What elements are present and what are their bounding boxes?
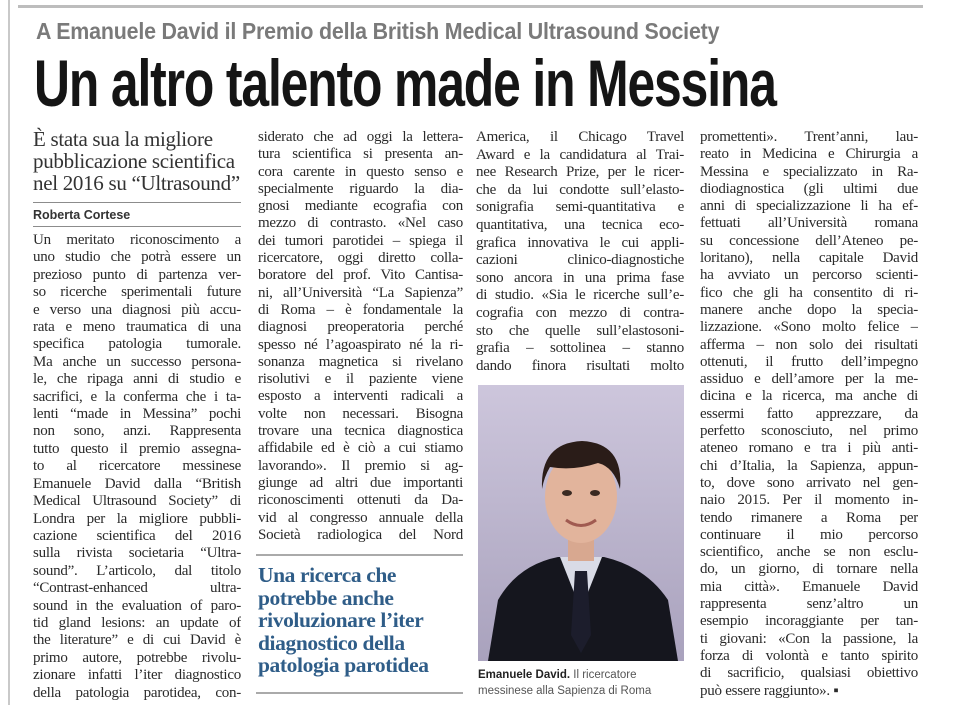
text-line: non sono, anzi. Rappresenta (33, 423, 241, 440)
text-line: rata e meno traumatica di una (33, 319, 241, 336)
text-line: essermi fatto apprezzare, da (700, 405, 918, 422)
text-line: lizzazione. «Sono molto felice – (700, 319, 918, 336)
text-line: Award e la candidatura al Trai- (476, 146, 684, 163)
text-line: lavorando». Il premio si ag- (258, 457, 463, 474)
text-line: cografia con mezzo di contra- (476, 304, 684, 321)
text-line: mezzo di contrasto. «Nel caso (258, 215, 463, 232)
text-line: afferma – non solo dei risultati (700, 336, 918, 353)
caption-name: Emanuele David. (478, 669, 571, 681)
article-column-4 (700, 129, 918, 700)
text-line: risolutivi e il paziente viene (258, 371, 463, 388)
caption-text: Il ricercatore messinese alla Sapienza di Roma (478, 669, 652, 697)
text-line: nee Research Prize, per le ricer- (476, 164, 684, 181)
text-line: cazione scientifica del 2016 (33, 527, 241, 544)
text-line: ateneo romano e tra i più anti- (700, 440, 918, 457)
text-line: Londra per la migliore pubbli- (33, 510, 241, 527)
text-line: riconoscimenti ottenuti da Da- (258, 492, 463, 509)
text-line: fico che gli ha consentito di ri- (700, 284, 918, 301)
article-column-2 (258, 129, 463, 544)
text-line: dando finora risultati molto (476, 357, 684, 374)
text-line: può essere raggiunto». ▪ (700, 682, 839, 699)
text-line: le, che ripaga anni di studio e (33, 371, 241, 388)
text-line: tutto questo il premio assegna- (33, 440, 241, 457)
article-kicker: A Emanuele David il Premio della British Medical Ultrasound Society (36, 18, 720, 44)
text-line: gnosi mediante ecografia con (258, 198, 463, 215)
pullquote: Una ricerca che potrebbe anche rivoluzionare l’iter diagnostico della patologia parotidea (258, 563, 429, 677)
page-edge-line (8, 0, 10, 705)
text-line: ricercatore, oggi diretto colla- (258, 250, 463, 267)
article-column-3 (476, 129, 684, 375)
text-line: primo autore, potrebbe rivolu- (33, 649, 241, 666)
text-line: mia città». Emanuele David (700, 578, 918, 595)
text-line: rappresenta senz’altro un (700, 596, 918, 613)
portrait-photo (478, 385, 684, 661)
text-line: do, un giorno, di tornare nella (700, 561, 918, 578)
text-line: sonigrafia semi-quantitativa e (476, 199, 684, 216)
text-line: di Roma – è fondamentale la (258, 301, 463, 318)
text-line: cora carente in questo senso e (258, 163, 463, 180)
text-line: sound in the evaluation of paro- (33, 597, 241, 614)
top-rule (18, 5, 923, 8)
text-line: giunge ad altri due importanti (258, 474, 463, 491)
text-line: scientifico, anche se non esclu- (700, 544, 918, 561)
article-column-1 (33, 232, 241, 702)
text-line: su concessione dell’Ateneo pe- (700, 232, 918, 249)
text-line: America, il Chicago Travel (476, 129, 684, 145)
text-line: lenti “made in Messina” pochi (33, 406, 241, 423)
text-line: spesso né l’agoaspirato né la ri- (258, 336, 463, 353)
first-column (33, 128, 247, 702)
text-line: grafica innovativa le cui appli- (476, 234, 684, 251)
text-line: specialmente riguardo la dia- (258, 180, 463, 197)
text-line: ottenuti, il frutto dell’impegno (700, 353, 918, 370)
text-line: fettuati all’Università romana (700, 215, 918, 232)
text-line: ti giovani: «Con la passione, la (700, 630, 918, 647)
text-line: esposto a interventi radicali a (258, 388, 463, 405)
text-line: to, dove sono arrivato nel gen- (700, 474, 918, 491)
text-line: sound”. L’articolo, dal titolo (33, 562, 241, 579)
text-line: boratore del prof. Vito Cantisa- (258, 267, 463, 284)
text-line: specifica patologia tumorale. (33, 336, 241, 353)
text-line: vid al congresso annuale della (258, 509, 463, 526)
text-line: e verso una diagnosi più accu- (33, 301, 241, 318)
text-line: di studio. «Sia le ricerche sull’e- (476, 287, 684, 304)
text-line: dicina e la ricerca, ma anche di (700, 388, 918, 405)
text-line: che da lui condotte sull’elasto- (476, 181, 684, 198)
text-line: sulla rivista societaria “Ultra- (33, 545, 241, 562)
text-line: siderato che ad oggi la lettera- (258, 129, 463, 145)
text-line: grafia – sottolinea – stanno (476, 340, 684, 357)
photo-caption (478, 667, 690, 699)
text-line: sacrifici, e la conferma che i ta- (33, 388, 241, 405)
text-line: tura scientifica si presenta an- (258, 146, 463, 163)
byline: Roberta Cortese (33, 208, 131, 222)
text-line: promettenti». Trent’anni, lau- (700, 129, 918, 145)
text-line: forza di volontà e tanto spirito (700, 647, 918, 664)
text-line: esempio incoraggiante per tan- (700, 613, 918, 630)
text-line: uno studio che potrà essere un (33, 249, 241, 266)
text-line: affidabile ed è ciò a cui stiamo (258, 440, 463, 457)
text-line: zionare infatti l’iter diagnostico (33, 667, 241, 684)
text-line: naio 2015. Per il momento in- (700, 492, 918, 509)
text-line: diodiagnostica (gli ultimi due (700, 180, 918, 197)
text-line: di sacrificio, qualsiasi obiettivo (700, 665, 918, 682)
text-line: volte non necessari. Bisogna (258, 405, 463, 422)
text-line: sto che quelle sull’elastosoni- (476, 322, 684, 339)
pullquote-rule-top (256, 554, 463, 556)
text-line: assiduo e dell’amore per la me- (700, 371, 918, 388)
text-line: chi d’Italia, la Sapienza, appun- (700, 457, 918, 474)
text-line: dei tumori parotidei – spiega il (258, 232, 463, 249)
text-line: to al ricercatore messinese (33, 458, 241, 475)
text-line: sonanza magnetica si rivelano (258, 353, 463, 370)
text-line: Medical Ultrasound Society” di (33, 493, 241, 510)
text-line: prezioso punto di partenza ver- (33, 266, 241, 283)
text-line: the literature” e di cui David è (33, 632, 241, 649)
article-headline: Un altro talento made in Messina (34, 46, 776, 120)
text-line: quantitativa, una tecnica eco- (476, 216, 684, 233)
text-line: Un meritato riconoscimento a (33, 232, 241, 248)
byline-rule (33, 226, 241, 227)
text-line: so ricerche sperimentali future (33, 284, 241, 301)
text-line: ni, all’Università “La Sapienza” (258, 284, 463, 301)
text-line: continuare il mio percorso (700, 526, 918, 543)
article-summary: È stata sua la migliore pubblicazione scientifica nel 2016 su “Ultrasound” (33, 127, 240, 195)
text-line: tid gland lesions: an update of (33, 614, 241, 631)
text-line: Società radiologica del Nord (258, 526, 463, 543)
text-line: trovare una tecnica diagnostica (258, 423, 463, 440)
pullquote-rule-bottom (256, 692, 463, 694)
text-line: Emanuele David dalla “British (33, 475, 241, 492)
text-line: perfetto sconosciuto, nel primo (700, 423, 918, 440)
text-line: loritano), nella capitale David (700, 250, 918, 267)
text-line: tendo rimanere a Roma per (700, 509, 918, 526)
text-line: “Contrast-enhanced ultra- (33, 580, 241, 597)
text-line: ha avviato un percorso scienti- (700, 267, 918, 284)
summary-rule (33, 202, 241, 203)
text-line: Ma anche un successo persona- (33, 353, 241, 370)
text-line: sono ancora in una prima fase (476, 269, 684, 286)
text-line: Messina e specializzato in Ra- (700, 163, 918, 180)
text-line: manere anche dopo la specia- (700, 301, 918, 318)
text-line: della patologia parotidea, con- (33, 684, 241, 701)
text-line: anni di specializzazione li ha ef- (700, 198, 918, 215)
text-line: cazioni clinico-diagnostiche (476, 252, 684, 269)
text-line: reato in Medicina e Chirurgia a (700, 146, 918, 163)
text-line: diagnosi preoperatoria perché (258, 319, 463, 336)
